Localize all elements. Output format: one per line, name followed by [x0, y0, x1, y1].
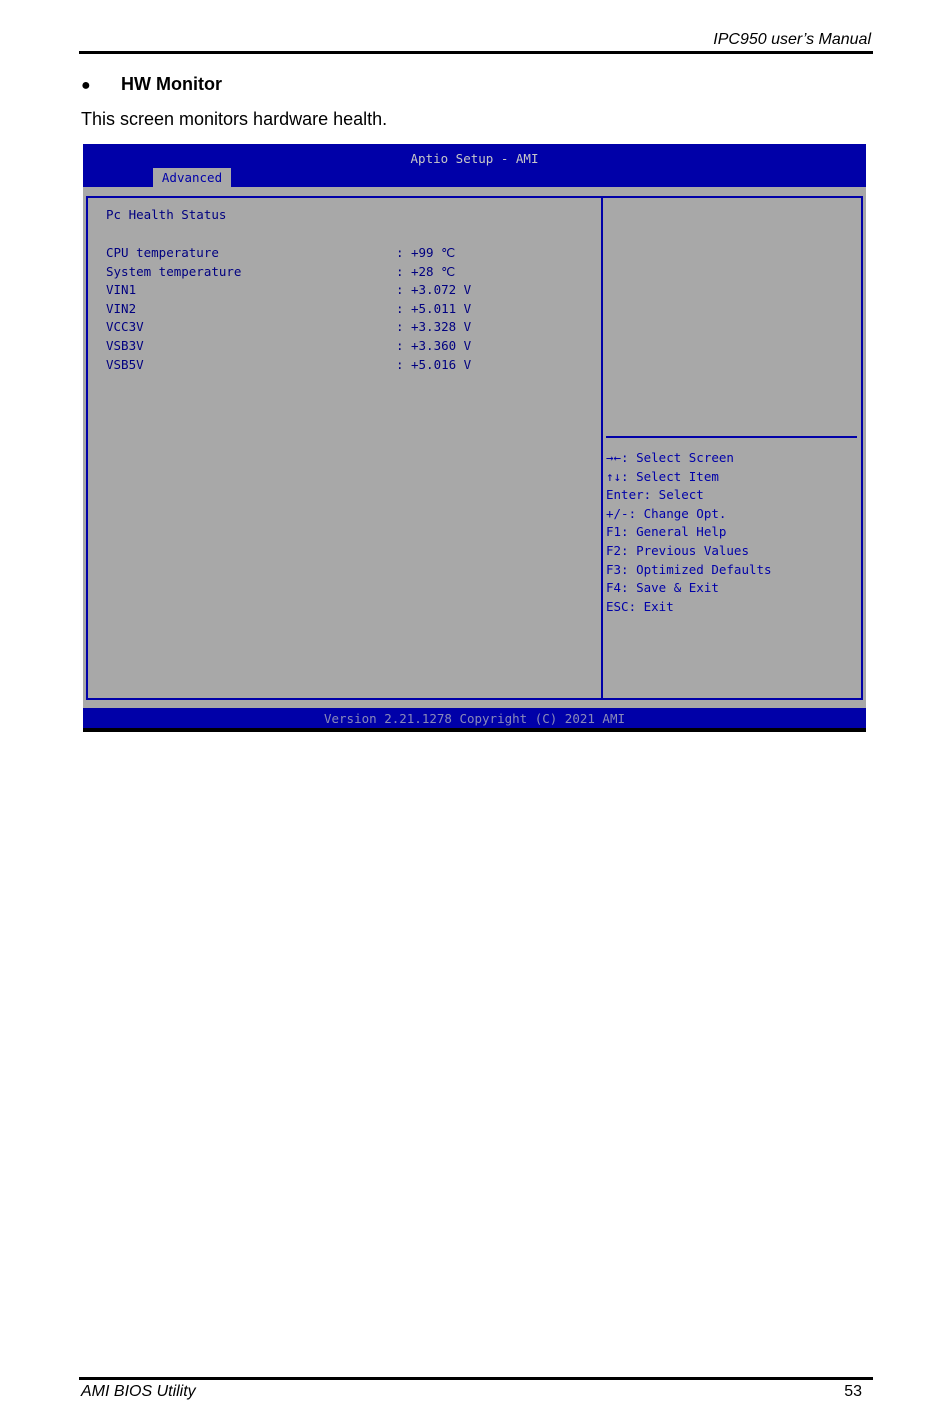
sensor-sep: : [396, 245, 404, 260]
sensor-row [106, 263, 586, 282]
sensor-value: +5.016 V [411, 356, 472, 372]
key-help-item: ESC: Exit [606, 598, 674, 614]
sensor-label: VSB3V [106, 337, 144, 353]
sensor-row [106, 281, 586, 300]
sensor-label: VCC3V [106, 319, 144, 335]
key-help-item: F2: Previous Values [606, 542, 749, 558]
key-help-item: F4: Save & Exit [606, 580, 719, 596]
section-intro: This screen monitors hardware health. [81, 109, 388, 129]
sensor-list [106, 244, 586, 374]
sensor-row [106, 337, 586, 356]
tab-advanced[interactable]: Advanced [153, 168, 231, 187]
sensor-sep: : [396, 282, 404, 298]
key-help-item: +/-: Change Opt. [606, 505, 727, 521]
key-help-item: →←: Select Screen [606, 450, 734, 465]
sensor-row [106, 244, 586, 263]
sensor-sep: : [396, 337, 404, 353]
sensor-value: +3.360 V [411, 337, 472, 353]
bios-help-separator [606, 436, 857, 438]
sensor-label: VSB5V [106, 356, 144, 372]
sensor-label: CPU temperature [106, 245, 219, 260]
sensor-value: +28 ℃ [411, 263, 456, 279]
key-help-item: Enter: Select [606, 487, 704, 503]
sensor-value: +99 ℃ [411, 245, 456, 260]
bios-title: Aptio Setup - AMI [410, 151, 539, 166]
sensor-label: System temperature [106, 263, 242, 279]
key-help-item: F1: General Help [606, 524, 727, 540]
page-number: 53 [844, 1383, 862, 1400]
sensor-value: +3.072 V [411, 282, 472, 298]
bios-bottom-edge [83, 728, 866, 732]
header-rule [79, 51, 873, 54]
key-help-list [606, 449, 772, 616]
section-heading-text: HW Monitor [121, 74, 222, 94]
manual-title: IPC950 user’s Manual [713, 31, 871, 48]
key-help-item: F3: Optimized Defaults [606, 561, 772, 577]
key-help-item: ↑↓: Select Item [606, 468, 719, 484]
section-heading [81, 74, 222, 95]
bullet-icon: ● [81, 77, 91, 94]
sensor-sep: : [396, 263, 404, 279]
bios-title-bar [83, 144, 866, 187]
sensor-value: +5.011 V [411, 300, 472, 316]
sensor-sep: : [396, 300, 404, 316]
bios-panel-divider [601, 196, 603, 700]
footer-chapter: AMI BIOS Utility [81, 1383, 196, 1400]
bios-screenshot [83, 144, 866, 732]
sensor-value: +3.328 V [411, 319, 472, 335]
sensor-row [106, 300, 586, 319]
sensor-row [106, 318, 586, 337]
bios-version-bar: Version 2.21.1278 Copyright (C) 2021 AMI [83, 708, 866, 732]
pc-health-status-title: Pc Health Status [106, 207, 227, 222]
sensor-sep: : [396, 356, 404, 372]
sensor-label: VIN2 [106, 300, 137, 316]
sensor-row [106, 356, 586, 375]
sensor-label: VIN1 [106, 282, 137, 298]
sensor-sep: : [396, 319, 404, 335]
footer-rule [79, 1377, 873, 1380]
